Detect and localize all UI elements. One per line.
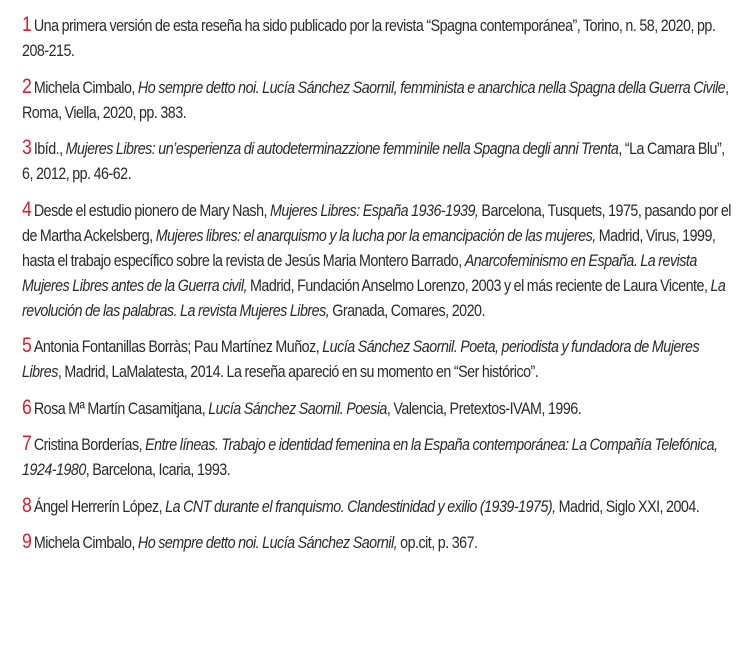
footnote-title-italic: Mujeres Libres: un’esperienza di autodeterminazzione femminile nella Spagna degli anni Trenta <box>65 139 619 158</box>
footnote-text: Cristina Borderías, <box>33 435 146 454</box>
footnote-1 <box>22 12 732 63</box>
footnote-number: 1 <box>22 13 32 36</box>
footnote-text: , Barcelona, Icaria, 1993. <box>85 460 231 479</box>
footnote-title-italic: Mujeres libres: el anarquismo y la lucha por la emancipación de las mujeres, <box>155 225 596 245</box>
footnote-text: , Madrid, LaMalatesta, 2014. La reseña apareció en su momento en “Ser histórico”. <box>57 362 539 381</box>
footnote-text: Antonia Fontanillas Borràs; Pau Martínez Muñoz, <box>33 337 323 356</box>
footnote-title-italic: Mujeres Libres: España 1936-1939, <box>270 200 479 220</box>
footnote-text: Ibíd., <box>33 139 66 158</box>
footnote-title-italic: Lucía Sánchez Saornil. Poeta, periodista y fundadora de Mujeres Libres <box>22 337 700 381</box>
footnote-4 <box>22 197 732 323</box>
footnote-text: Madrid, Fundación Anselmo Lorenzo, 2003 y el más reciente de Laura Vicente, <box>246 275 711 295</box>
footnote-text: Madrid, Virus, 1999, hasta el trabajo específico sobre la revista de Jesús Maria Montero Barrado, <box>22 225 716 270</box>
footnote-text: Michela Cimbalo, <box>33 533 138 552</box>
footnote-8 <box>22 493 732 519</box>
footnote-number: 9 <box>22 530 32 553</box>
footnote-text: op.cit, p. 367. <box>397 533 478 552</box>
footnote-number: 7 <box>22 432 32 455</box>
footnote-title-italic: La CNT durante el franquismo. Clandestinidad y exilio (1939-1975), <box>165 496 556 516</box>
footnote-title-italic: Ho sempre detto noi. Lucía Sánchez Saornil, <box>137 533 398 552</box>
footnote-2 <box>22 74 732 125</box>
footnote-3 <box>22 135 732 186</box>
footnotes-list <box>22 12 731 555</box>
footnote-text: , Valencia, Pretextos-IVAM, 1996. <box>386 398 582 418</box>
footnote-number: 3 <box>22 136 32 159</box>
footnote-7 <box>22 431 732 482</box>
footnote-9 <box>22 529 732 555</box>
footnote-number: 2 <box>22 74 32 98</box>
footnote-number: 4 <box>22 197 32 221</box>
footnote-number: 6 <box>22 395 32 419</box>
footnote-title-italic: Ho sempre detto noi. Lucía Sánchez Saornil, femminista e anarchica nella Spagna della Guerra Civile <box>137 77 726 97</box>
footnote-title-italic: La revolución de las palabras. La revista Mujeres Libres, <box>22 275 726 320</box>
footnote-text: Madrid, Siglo XXI, 2004. <box>555 496 700 516</box>
footnote-text: Rosa Mª Martín Casamitjana, <box>33 398 209 418</box>
footnote-text: , Roma, Viella, 2020, pp. 383. <box>22 77 729 122</box>
footnote-text: Ángel Herrerín López, <box>33 496 166 516</box>
footnote-text: Desde el estudio pionero de Mary Nash, <box>33 200 271 220</box>
footnote-5 <box>22 333 732 384</box>
footnote-text: , “La Camara Blu”, 6, 2012, pp. 46-62. <box>22 139 725 183</box>
footnote-text: Granada, Comares, 2020. <box>329 300 485 320</box>
footnote-title-italic: Entre líneas. Trabajo e identidad femenina en la España contemporánea: La Compañía Telefónica, 1924-1980 <box>22 435 718 479</box>
footnote-text: Barcelona, Tusquets, 1975, pasando por el de Martha Ackelsberg, <box>22 200 731 245</box>
footnote-title-italic: Anarcofeminismo en España. La revista Mujeres Libres antes de la Guerra civil, <box>22 250 697 295</box>
footnote-title-italic: Lucía Sánchez Saornil. Poesia <box>208 398 387 418</box>
footnote-number: 8 <box>22 493 32 517</box>
footnote-text: Una primera versión de esta reseña ha sido publicado por la revista “Spagna contemporánea”, Torino, n. 58, 2020, pp. 208-215. <box>22 16 716 60</box>
footnote-text: Michela Cimbalo, <box>33 77 138 97</box>
footnote-number: 5 <box>22 334 32 357</box>
footnote-6 <box>22 395 732 421</box>
